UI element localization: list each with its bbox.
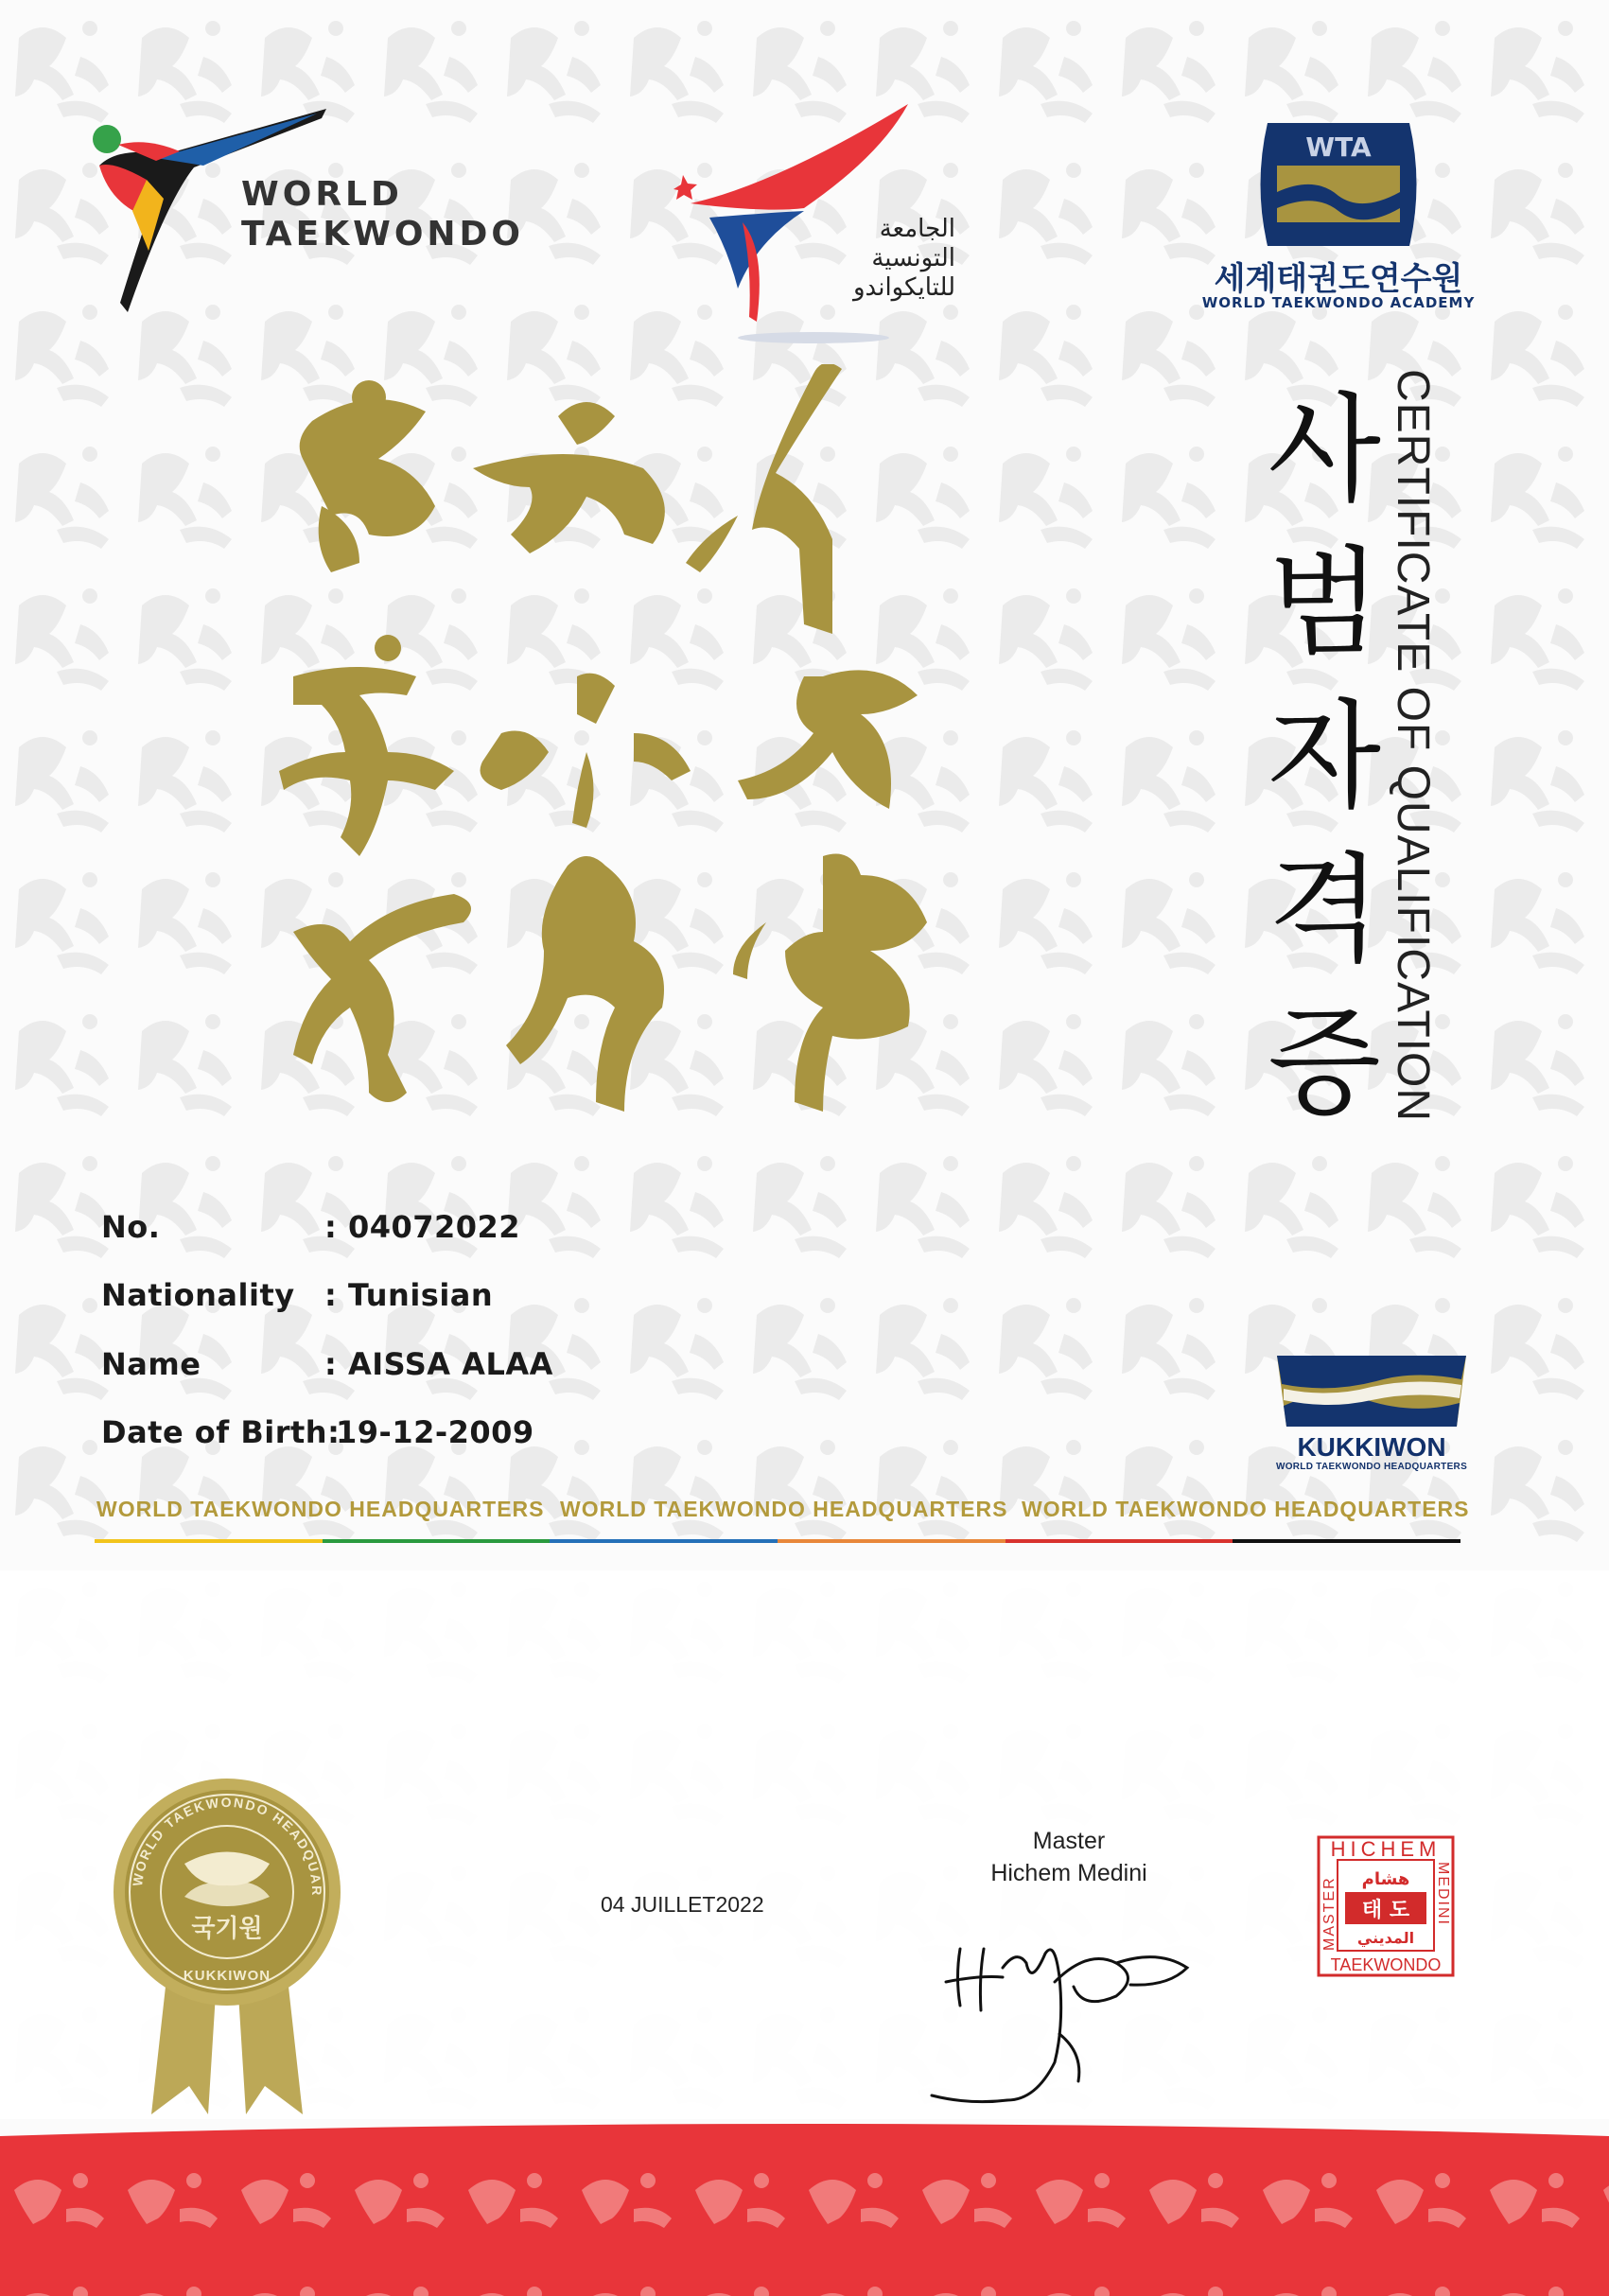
federation-line-1: الجامعة (879, 215, 955, 243)
color-stripe-rule (95, 1539, 1460, 1543)
wta-english-name: WORLD TAEKWONDO ACADEMY (1201, 294, 1476, 311)
seal-center-text: 국기원 (191, 1915, 263, 1943)
wta-korean-name: 세계태권도연수원 (1214, 260, 1463, 298)
korean-title-char-3: 자 (1268, 689, 1381, 825)
stripe-black (1233, 1539, 1460, 1543)
signatory-title: Master (1032, 1828, 1106, 1854)
info-value: : 04072022 (324, 1209, 521, 1245)
issue-date: 04 JUILLET2022 (601, 1892, 764, 1917)
korean-title-char-4: 격 (1268, 842, 1381, 978)
red-footer-band (0, 2119, 1609, 2296)
world-taekwondo-wordmark (241, 175, 524, 254)
stamp-arabic-top: هشام (1361, 1869, 1410, 1889)
wt-line-2: TAEKWONDO (241, 215, 525, 254)
stamp-left-text: MASTER (1321, 1876, 1338, 1951)
handwritten-signature (913, 1911, 1197, 2110)
kukkiwon-subtitle: WORLD TAEKWONDO HEADQUARTERS (1275, 1462, 1468, 1472)
seal-ring-text: WORLD TAEKWONDO HEADQUAR (129, 1794, 325, 1898)
korean-title-char-5: 증 (1268, 995, 1381, 1131)
info-label: Nationality (101, 1277, 295, 1313)
wta-badge-text: WTA (1305, 131, 1372, 163)
info-label: Name (101, 1346, 201, 1382)
federation-line-2: التونسية (871, 244, 955, 272)
kukkiwon-emblem-icon (1272, 1351, 1471, 1432)
info-label: Date of Birth: (101, 1414, 341, 1450)
kukkiwon-logo (1272, 1351, 1471, 1474)
korean-title-char-1: 사 (1268, 382, 1381, 518)
hichem-medini-stamp (1317, 1835, 1455, 1977)
korean-title-char-2: 범 (1268, 535, 1381, 672)
info-value: : AISSA ALAA (324, 1346, 553, 1382)
stamp-right-text: MEDINI (1435, 1862, 1451, 1926)
stamp-arabic-bottom: المديني (1356, 1929, 1415, 1947)
english-title: CERTIFICATE OF QUALIFICATION (1388, 369, 1438, 1123)
tunisian-federation-logo (662, 99, 965, 345)
info-value: : Tunisian (324, 1277, 494, 1313)
stripe-yellow (95, 1539, 323, 1543)
federation-arabic-name (804, 215, 955, 303)
wta-shield-icon (1182, 118, 1495, 251)
signature-icon (913, 1911, 1197, 2110)
federation-line-3: للتايكواندو (853, 273, 955, 302)
headquarters-banner (96, 1497, 1470, 1534)
kukkiwon-gold-seal (114, 1774, 341, 2124)
stamp-bottom-text: TAEKWONDO (1330, 1955, 1442, 1974)
stamp-top-text: HICHEM (1330, 1837, 1442, 1861)
info-label: No. (101, 1209, 161, 1245)
wt-line-1: WORLD (241, 175, 403, 214)
world-taekwondo-logo (90, 109, 544, 317)
kukkiwon-name: KUKKIWON (1297, 1432, 1446, 1462)
stripe-blue (550, 1539, 778, 1543)
banner-text-3: WORLD TAEKWONDO HEADQUARTERS (1022, 1497, 1470, 1521)
stripe-green (323, 1539, 551, 1543)
seal-bottom-text: KUKKIWON (183, 1968, 271, 1984)
banner-text-1: WORLD TAEKWONDO HEADQUARTERS (96, 1497, 545, 1521)
golden-calligraphy-artwork (274, 364, 1031, 1168)
world-taekwondo-academy-logo (1182, 118, 1495, 317)
info-value: 19-12-2009 (336, 1414, 534, 1450)
stripe-red (1006, 1539, 1233, 1543)
banner-text-2: WORLD TAEKWONDO HEADQUARTERS (560, 1497, 1008, 1521)
stripe-orange (778, 1539, 1006, 1543)
gold-seal-icon (114, 1774, 341, 2124)
stamp-korean-text: 태 도 (1361, 1899, 1410, 1922)
stamp-icon (1317, 1835, 1455, 1977)
signatory-name: Hichem Medini (990, 1860, 1147, 1886)
korean-title (1253, 374, 1395, 1140)
